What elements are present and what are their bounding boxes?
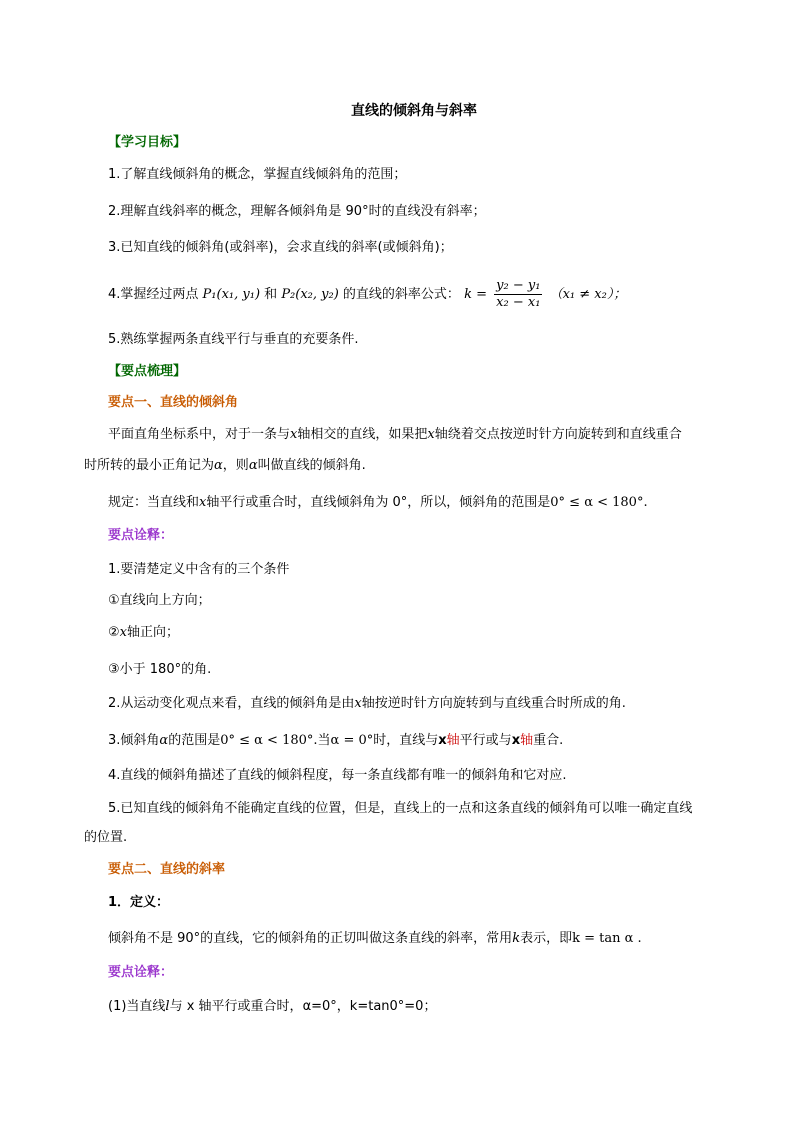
- var-x: x: [354, 696, 362, 711]
- kp2-definition-heading: 1．定义：: [108, 895, 170, 910]
- kp2-note-1-text-a: (1)当直线: [108, 999, 166, 1014]
- kp1-condition-1: ①直线向上方向；: [108, 593, 211, 608]
- kp1-note-1: 1.要清楚定义中含有的三个条件: [108, 562, 290, 577]
- section-heading-goals: 【学习目标】: [108, 135, 187, 150]
- goal-5: 5.熟练掌握两条直线平行与垂直的充要条件.: [108, 332, 359, 347]
- note-3-alpha-zero: α = 0°: [330, 733, 374, 748]
- note-3-text-h: 重合.: [533, 733, 564, 748]
- kp1-paragraph-line-2: [84, 456, 366, 476]
- kp2-note-heading: 要点诠释：: [108, 965, 174, 980]
- note-2-text-a: 2.从运动变化观点来看，直线的倾斜角是由: [108, 696, 355, 711]
- kp1-p1-text-a: 平面直角坐标系中，对于一条与: [108, 427, 291, 442]
- page-title: 直线的倾斜角与斜率: [351, 103, 477, 119]
- definition-text-b: 表示，即: [520, 931, 573, 946]
- slope-numerator: y₂ − y₁: [496, 278, 541, 293]
- kp1-p1-text-c: 轴绕着交点按逆时针方向旋转到和直线重合: [434, 427, 682, 442]
- keypoint-2-heading: 要点二、直线的斜率: [108, 862, 226, 877]
- goal-4-text-c: 的直线的斜率公式：: [342, 287, 460, 302]
- note-3-text-d: 时，直线与: [373, 733, 439, 748]
- note-3-text-a: 3.倾斜角: [108, 733, 160, 748]
- var-x: x: [199, 495, 207, 510]
- var-x: x: [427, 427, 435, 442]
- rule-text-b: 轴平行或重合时，直线倾斜角为 0°，所以，倾斜角的范围是: [206, 495, 551, 510]
- equals-sign: =: [476, 287, 488, 302]
- kp2-note-1: [108, 997, 436, 1017]
- var-x: x: [290, 427, 298, 442]
- goal-4-text-a: 4.掌握经过两点: [108, 287, 199, 302]
- var-alpha: α: [159, 733, 169, 748]
- kp1-note-2: [108, 694, 626, 714]
- point-p2: P₂(x₂, y₂): [281, 287, 339, 302]
- rule-text-a: 规定：当直线和: [108, 495, 200, 510]
- note-3-text-c: 当: [317, 733, 331, 748]
- kp1-note-5-line-2: 的位置.: [84, 830, 128, 845]
- var-x: x: [119, 625, 127, 640]
- goal-1: 1.了解直线倾斜角的概念，掌握直线倾斜角的范围；: [108, 167, 407, 182]
- slope-condition: （x₁ ≠ x₂）；: [549, 287, 627, 302]
- var-x-bold: x: [438, 733, 447, 748]
- kp1-note-3: [108, 731, 563, 751]
- goal-4: [108, 278, 626, 312]
- var-l: l: [165, 999, 170, 1014]
- condition-2-text: 轴正向；: [127, 625, 180, 640]
- kp1-condition-2: [108, 623, 179, 643]
- var-alpha: α: [214, 458, 223, 473]
- definition-text-a: 倾斜角不是 90°的直线，它的倾斜角的正切叫做这条直线的斜率，常用: [108, 931, 513, 946]
- kp2-definition: [108, 929, 642, 949]
- kp1-p2-text-a: 时所转的最小正角记为: [84, 458, 215, 473]
- kp1-rule: [108, 493, 648, 513]
- kp2-note-1-text-c: α=0°，k=tan0°=0；: [302, 999, 437, 1014]
- rule-range: 0° ≤ α < 180°.: [550, 495, 648, 510]
- slope-tan-formula: k = tan α .: [572, 931, 642, 946]
- point-p1: P₁(x₁, y₁): [202, 287, 261, 302]
- keypoint-1-heading: 要点一、直线的倾斜角: [108, 395, 239, 410]
- kp1-p2-text-b: ，则: [222, 458, 249, 473]
- goal-4-text-b: 和: [264, 287, 278, 302]
- kp1-paragraph-line-1: [108, 425, 682, 445]
- kp2-note-1-text-b: 与 x 轴平行或重合时，: [169, 999, 303, 1014]
- var-x-bold: x: [511, 733, 521, 748]
- kp1-note-heading: 要点诠释：: [108, 528, 174, 543]
- kp1-note-5-line-1: 5.已知直线的倾斜角不能确定直线的位置，但是，直线上的一点和这条直线的倾斜角可以唯一确定直线: [108, 801, 693, 816]
- note-2-text-b: 轴按逆时针方向旋转到与直线重合时所成的角.: [361, 696, 626, 711]
- kp1-p1-text-b: 轴相交的直线，如果把: [297, 427, 428, 442]
- note-3-axis-red: 轴: [446, 733, 460, 748]
- section-heading-keypoints: 【要点梳理】: [108, 364, 187, 379]
- note-3-range: 0° ≤ α < 180°.: [220, 733, 318, 748]
- kp1-note-4: 4.直线的倾斜角描述了直线的倾斜程度，每一条直线都有唯一的倾斜角和它对应.: [108, 768, 567, 783]
- note-3-text-b: 的范围是: [168, 733, 221, 748]
- kp1-condition-3: ③小于 180°的角.: [108, 662, 212, 677]
- goal-2: 2.理解直线斜率的概念，理解各倾斜角是 90°时的直线没有斜率；: [108, 204, 486, 219]
- slope-denominator: x₂ − x₁: [496, 295, 541, 310]
- slope-k: k: [464, 287, 472, 302]
- var-alpha: α: [248, 458, 258, 473]
- var-k: k: [512, 931, 521, 946]
- note-3-text-f: 平行或与: [459, 733, 512, 748]
- note-3-axis-red: 轴: [520, 733, 534, 748]
- slope-fraction: [494, 278, 542, 311]
- kp1-p2-text-c: 叫做直线的倾斜角.: [257, 458, 366, 473]
- goal-3: 3.已知直线的倾斜角(或斜率)，会求直线的斜率(或倾斜角)；: [108, 240, 453, 255]
- condition-2-mark: ②: [108, 625, 120, 640]
